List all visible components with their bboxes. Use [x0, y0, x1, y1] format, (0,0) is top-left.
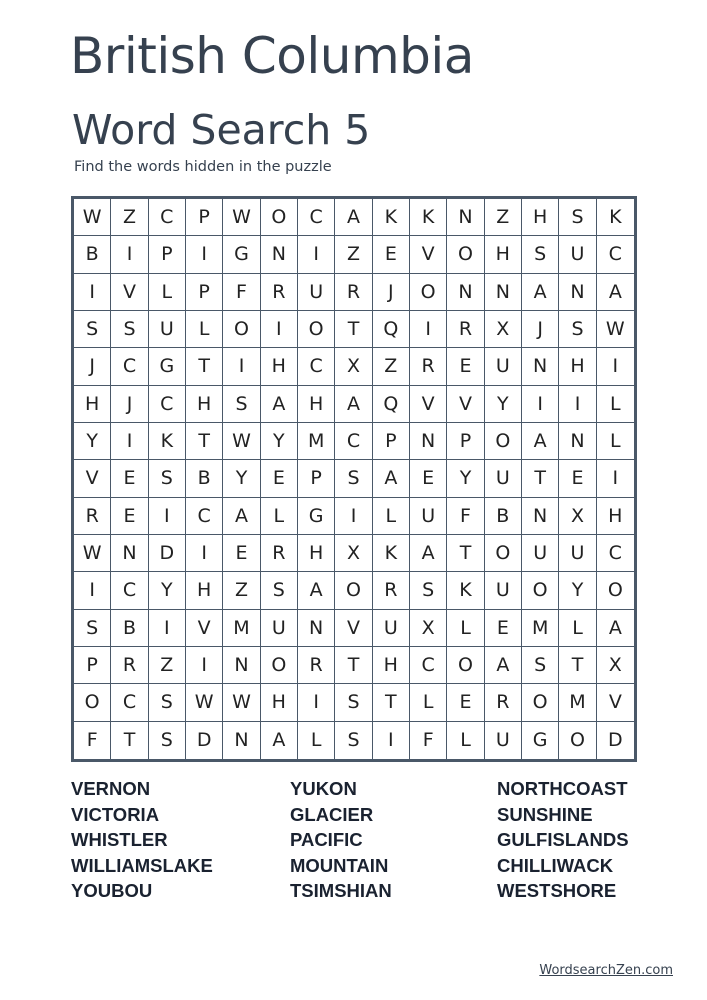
grid-cell: D	[149, 535, 186, 572]
grid-cell: R	[410, 348, 447, 385]
word-item: WESTSHORE	[497, 880, 617, 902]
grid-cell: R	[335, 274, 372, 311]
grid-cell: L	[597, 386, 634, 423]
grid-cell: L	[410, 684, 447, 721]
grid-cell: Y	[149, 572, 186, 609]
grid-cell: U	[485, 348, 522, 385]
grid-cell: T	[559, 647, 596, 684]
grid-cell: I	[111, 423, 148, 460]
grid-cell: R	[485, 684, 522, 721]
grid-cell: E	[559, 460, 596, 497]
word-item: YUKON	[290, 778, 357, 799]
grid-cell: I	[149, 498, 186, 535]
grid-cell: N	[559, 274, 596, 311]
grid-cell: K	[597, 199, 634, 236]
grid-cell: S	[261, 572, 298, 609]
grid-cell: D	[608, 729, 623, 752]
grid-cell: S	[111, 311, 148, 348]
grid-cell: H	[597, 498, 634, 535]
grid-cell: I	[149, 610, 186, 647]
grid-cell: U	[373, 610, 410, 647]
grid-cell: P	[298, 460, 335, 497]
grid-cell: Z	[373, 348, 410, 385]
grid-cell: L	[373, 498, 410, 535]
grid-cell: C	[111, 572, 148, 609]
grid-cell: H	[186, 572, 223, 609]
grid-cell: H	[186, 386, 223, 423]
word-list	[0, 776, 707, 906]
grid-cell: G	[149, 348, 186, 385]
grid-cell: O	[597, 572, 634, 609]
grid-cell: S	[74, 610, 111, 647]
grid-cell: M	[559, 684, 596, 721]
grid-cell: S	[522, 647, 559, 684]
grid-cell: V	[74, 460, 111, 497]
grid-cell: S	[149, 722, 186, 759]
grid-cell: S	[74, 311, 111, 348]
grid-cell: C	[149, 386, 186, 423]
grid-cell: H	[485, 236, 522, 273]
grid-cell: H	[298, 535, 335, 572]
grid-cell: C	[597, 535, 634, 572]
grid-cell: N	[447, 199, 484, 236]
grid-cell: Y	[559, 572, 596, 609]
grid-cell: V	[335, 610, 372, 647]
puzzle-title: British Columbia	[70, 27, 474, 85]
grid-cell: Z	[223, 572, 260, 609]
word-item: TSIMSHIAN	[290, 880, 392, 902]
grid-cell: M	[223, 610, 260, 647]
grid-cell: S	[522, 236, 559, 273]
grid-cell: M	[522, 610, 559, 647]
grid-cell: P	[149, 236, 186, 273]
grid-cell: L	[261, 498, 298, 535]
grid-cell: Y	[74, 423, 111, 460]
grid-cell: U	[298, 274, 335, 311]
grid-cell: T	[186, 423, 223, 460]
grid-cell: Y	[485, 386, 522, 423]
grid-cell: U	[410, 498, 447, 535]
grid-cell: I	[298, 236, 335, 273]
grid-cell: R	[373, 572, 410, 609]
grid-cell: P	[74, 647, 111, 684]
grid-cell: A	[597, 610, 634, 647]
grid-cell: I	[559, 386, 596, 423]
grid-cell: T	[111, 722, 148, 759]
grid-cell: I	[186, 647, 223, 684]
word-item: VICTORIA	[71, 803, 160, 825]
grid-cell: I	[597, 348, 634, 385]
grid-cell: O	[485, 423, 522, 460]
grid-cell: Y	[447, 460, 484, 497]
word-list-column-2	[290, 776, 392, 904]
word-item: GULFISLANDS	[497, 829, 629, 851]
grid-cell: C	[410, 647, 447, 684]
grid-cell: S	[559, 311, 596, 348]
grid-cell: I	[373, 722, 410, 759]
grid-cell: S	[335, 722, 372, 759]
grid-cell: W	[223, 684, 260, 721]
grid-cell: A	[335, 199, 372, 236]
grid-cell: H	[261, 348, 298, 385]
grid-cell: X	[485, 311, 522, 348]
grid-cell: R	[111, 647, 148, 684]
grid-cell: G	[522, 722, 559, 759]
grid-cell: C	[335, 423, 372, 460]
grid-cell: U	[559, 236, 596, 273]
grid-cell: L	[447, 610, 484, 647]
grid-cell: E	[447, 684, 484, 721]
grid-cell: N	[223, 722, 260, 759]
grid-cell: M	[298, 423, 335, 460]
grid-cell: E	[223, 535, 260, 572]
grid-cell: D	[186, 722, 223, 759]
grid-cell: H	[559, 348, 596, 385]
grid-cell: I	[186, 535, 223, 572]
grid-cell: S	[410, 572, 447, 609]
grid-cell: G	[298, 498, 335, 535]
word-item: WHISTLER	[71, 829, 168, 851]
grid-cell: I	[597, 460, 634, 497]
grid-cell: Z	[111, 199, 148, 236]
grid-cell: A	[261, 722, 298, 759]
grid-cell: I	[261, 311, 298, 348]
grid-cell: N	[410, 423, 447, 460]
grid-cell: U	[261, 610, 298, 647]
grid-cell: I	[410, 311, 447, 348]
word-item: WILLIAMSLAKE	[71, 854, 213, 876]
grid-cell: N	[522, 348, 559, 385]
grid-cell: V	[447, 386, 484, 423]
grid-cell: T	[522, 460, 559, 497]
grid-cell: N	[261, 236, 298, 273]
grid-cell: S	[149, 460, 186, 497]
grid-cell: A	[223, 498, 260, 535]
grid-cell: G	[223, 236, 260, 273]
grid-cell: V	[597, 684, 634, 721]
grid-cell: B	[485, 498, 522, 535]
grid-cell: P	[447, 423, 484, 460]
grid-cell: L	[559, 610, 596, 647]
grid-cell: S	[223, 386, 260, 423]
grid-cell: A	[597, 274, 634, 311]
word-list-column-1	[71, 776, 213, 904]
grid-cell: H	[522, 199, 559, 236]
grid-cell: O	[410, 274, 447, 311]
grid-cell: L	[149, 274, 186, 311]
grid-cell: B	[74, 236, 111, 273]
grid-cell: K	[447, 572, 484, 609]
grid-cell: N	[223, 647, 260, 684]
grid-cell: O	[298, 311, 335, 348]
grid-cell: V	[410, 236, 447, 273]
instructions-text: Find the words hidden in the puzzle	[74, 159, 332, 175]
grid-cell: L	[186, 311, 223, 348]
grid-cell: S	[335, 684, 372, 721]
grid-cell: R	[261, 535, 298, 572]
grid-cell: W	[74, 535, 111, 572]
grid-cell: X	[559, 498, 596, 535]
grid-cell: W	[186, 684, 223, 721]
grid-cell: K	[410, 199, 447, 236]
grid-cell: O	[485, 535, 522, 572]
grid-cell: A	[373, 460, 410, 497]
grid-cell: K	[373, 199, 410, 236]
grid-cell: F	[410, 722, 447, 759]
grid-cell: L	[447, 722, 484, 759]
grid-cell: S	[335, 460, 372, 497]
grid-cell: O	[447, 647, 484, 684]
grid-cell: O	[522, 684, 559, 721]
grid-cell: P	[186, 199, 223, 236]
grid-cell: W	[74, 199, 111, 236]
grid-cell: I	[298, 684, 335, 721]
word-item: CHILLIWACK	[497, 854, 614, 876]
grid-cell: O	[223, 311, 260, 348]
grid-cell: I	[111, 236, 148, 273]
word-item: PACIFIC	[290, 829, 363, 851]
grid-cell: H	[298, 386, 335, 423]
grid-cell: Q	[373, 386, 410, 423]
word-item: SUNSHINE	[497, 803, 593, 825]
word-item: VERNON	[71, 778, 151, 799]
grid-cell: J	[111, 386, 148, 423]
grid-cell: K	[149, 423, 186, 460]
word-item: MOUNTAIN	[290, 854, 389, 876]
grid-cell: E	[261, 460, 298, 497]
grid-cell: O	[559, 722, 596, 759]
word-item: YOUBOU	[71, 880, 153, 902]
grid-cell: O	[522, 572, 559, 609]
word-list-column-3	[497, 776, 629, 904]
grid-cell: W	[223, 423, 260, 460]
grid-cell: E	[485, 610, 522, 647]
grid-cell: C	[298, 199, 335, 236]
grid-cell: U	[522, 535, 559, 572]
grid-cell: Z	[149, 647, 186, 684]
grid-cell: B	[186, 460, 223, 497]
grid-cell: N	[447, 274, 484, 311]
grid-cell: X	[335, 535, 372, 572]
grid-cell: V	[186, 610, 223, 647]
grid-cell: R	[447, 311, 484, 348]
grid-cell: H	[261, 684, 298, 721]
grid-cell: W	[223, 199, 260, 236]
site-link[interactable]: WordsearchZen.com	[539, 963, 673, 978]
grid-cell: E	[111, 460, 148, 497]
grid-cell: Y	[261, 423, 298, 460]
grid-cell: O	[74, 684, 111, 721]
grid-cell: N	[298, 610, 335, 647]
grid-cell: N	[111, 535, 148, 572]
grid-cell: U	[149, 311, 186, 348]
grid-cell: C	[149, 199, 186, 236]
grid-cell: T	[373, 684, 410, 721]
grid-cell: L	[597, 423, 634, 460]
grid-cell: F	[223, 274, 260, 311]
word-item: NORTHCOAST	[497, 778, 628, 799]
word-item: GLACIER	[290, 803, 374, 825]
grid-cell: N	[559, 423, 596, 460]
grid-cell: I	[74, 274, 111, 311]
grid-cell: I	[223, 348, 260, 385]
grid-cell: H	[74, 386, 111, 423]
grid-cell: U	[559, 535, 596, 572]
grid-cell: A	[522, 423, 559, 460]
grid-cell: X	[335, 348, 372, 385]
grid-cell: Q	[373, 311, 410, 348]
grid-cell: J	[373, 274, 410, 311]
grid-cell: A	[485, 647, 522, 684]
grid-cell: U	[485, 460, 522, 497]
grid-cell: T	[186, 348, 223, 385]
grid-cell: A	[335, 386, 372, 423]
grid-cell: A	[522, 274, 559, 311]
grid-cell: T	[335, 311, 372, 348]
grid-cell: Z	[335, 236, 372, 273]
grid-cell: S	[149, 684, 186, 721]
grid-cell: C	[111, 348, 148, 385]
grid-cell: E	[447, 348, 484, 385]
grid-cell: R	[74, 498, 111, 535]
grid-cell: A	[261, 386, 298, 423]
grid-cell: I	[335, 498, 372, 535]
grid-cell: E	[410, 460, 447, 497]
grid-cell: O	[335, 572, 372, 609]
grid-cell: R	[298, 647, 335, 684]
grid-cell: W	[597, 311, 634, 348]
grid-cell: V	[111, 274, 148, 311]
grid-cell: J	[522, 311, 559, 348]
grid-cell: E	[373, 236, 410, 273]
grid-cell: P	[186, 274, 223, 311]
grid-cell: X	[410, 610, 447, 647]
grid-cell: E	[111, 498, 148, 535]
grid-cell: L	[298, 722, 335, 759]
grid-cell: I	[186, 236, 223, 273]
grid-cell: I	[522, 386, 559, 423]
grid-cell: C	[298, 348, 335, 385]
grid-cell: O	[447, 236, 484, 273]
puzzle-subtitle: Word Search 5	[72, 106, 371, 154]
grid-cell: U	[485, 572, 522, 609]
grid-cell: T	[335, 647, 372, 684]
grid-cell: R	[261, 274, 298, 311]
grid-cell: P	[373, 423, 410, 460]
letter-grid-cells	[74, 199, 634, 759]
grid-cell: U	[485, 722, 522, 759]
grid-cell: K	[373, 535, 410, 572]
grid-cell: F	[447, 498, 484, 535]
grid-cell: S	[559, 199, 596, 236]
grid-cell: C	[597, 236, 634, 273]
grid-cell: Y	[223, 460, 260, 497]
grid-cell: X	[597, 647, 634, 684]
grid-cell: O	[261, 199, 298, 236]
grid-cell: O	[261, 647, 298, 684]
grid-cell: H	[373, 647, 410, 684]
grid-cell: A	[410, 535, 447, 572]
grid-cell: C	[186, 498, 223, 535]
grid-cell: V	[410, 386, 447, 423]
grid-cell: N	[485, 274, 522, 311]
grid-cell: T	[447, 535, 484, 572]
grid-cell: F	[74, 722, 111, 759]
grid-cell: N	[522, 498, 559, 535]
grid-cell: C	[111, 684, 148, 721]
letter-grid	[71, 196, 637, 762]
grid-cell: I	[74, 572, 111, 609]
grid-cell: B	[111, 610, 148, 647]
grid-cell: J	[74, 348, 111, 385]
grid-cell: A	[298, 572, 335, 609]
grid-cell: Z	[485, 199, 522, 236]
